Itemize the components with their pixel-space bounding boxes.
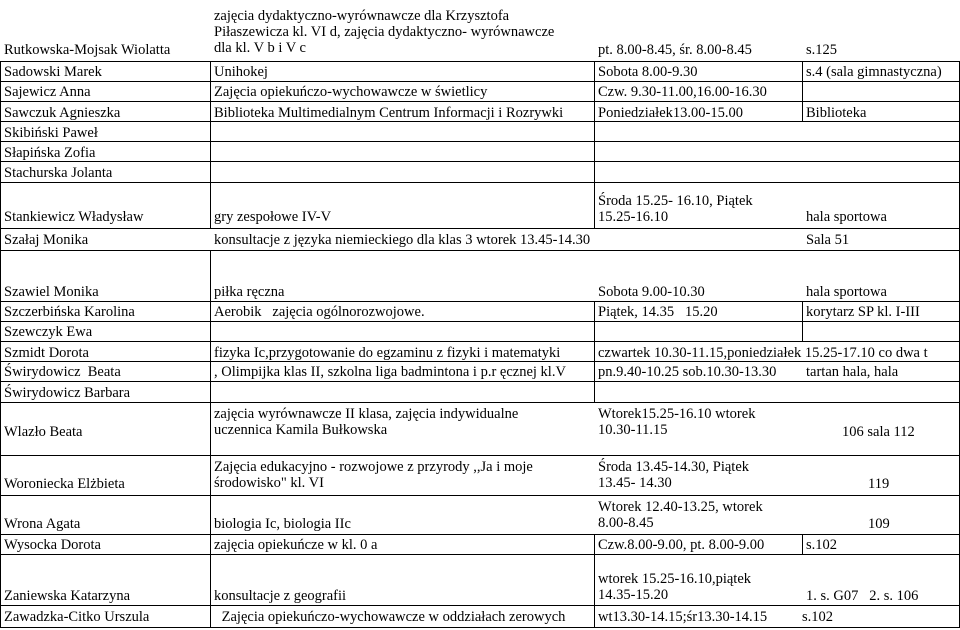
time-cell: czwartek 10.30-11.15,poniedziałek 15.25-17.10 co dwa t [598,345,928,361]
row-divider [0,627,960,628]
room-cell: 119 [868,476,890,492]
activity-cell: , Olimpijka klas II, szkolna liga badmintona i p.r ęcznej kl.V [214,364,566,380]
teacher-name: Sawczuk Agnieszka [4,105,121,121]
teacher-name: Sajewicz Anna [4,84,91,100]
time-cell: Środa 13.45-14.30, Piątek 13.45- 14.30 [598,459,750,491]
row-divider [0,61,960,62]
time-cell: wt13.30-14.15;śr13.30-14.15 [598,609,768,625]
teacher-name: Wysocka Dorota [4,537,101,553]
row-divider [0,301,960,302]
teacher-name: Woroniecka Elżbieta [4,476,125,492]
activity-cell: zajęcia wyrównawcze II klasa, zajęcia indywidualne uczennica Kamila Bułkowska [214,406,519,438]
time-cell: Środa 15.25- 16.10, Piątek 15.25-16.10 [598,193,753,225]
teacher-name: Świrydowicz Barbara [4,385,131,401]
activity-cell: biologia Ic, biologia IIc [214,516,351,532]
activity-cell: konsultacje z języka niemieckiego dla klas 3 wtorek 13.45-14.30 [214,232,591,248]
column-divider [0,61,1,627]
activity-cell: konsultacje z geografii [214,588,347,604]
teacher-name: Słapińska Zofia [4,145,96,161]
teacher-name: Szewczyk Ewa [4,324,93,340]
column-divider [802,61,803,121]
room-cell: s.102 [806,537,838,553]
teacher-name: Szawiel Monika [4,284,99,300]
row-divider [0,495,960,496]
teacher-name: Rutkowska-Mojsak Wiolatta [4,42,171,58]
activity-cell: Unihokej [214,64,268,80]
column-divider [802,534,803,554]
teacher-name: Wrona Agata [4,516,81,532]
row-divider [0,455,960,456]
row-divider [0,161,960,162]
time-cell: Sobota 9.00-10.30 [598,284,705,300]
activity-cell: Aerobik zajęcia ogólnorozwojowe. [214,304,425,320]
time-cell: Wtorek15.25-16.10 wtorek 10.30-11.15 [598,406,756,438]
activity-cell: zajęcia dydaktyczno-wyrównawcze dla Krzysztofa Piłaszewicza kl. VI d, zajęcia dydaktyczno- wyrównawcze dla kl. V b i V c [214,8,555,56]
row-divider [0,554,960,555]
row-divider [0,402,960,403]
row-divider [0,182,960,183]
teacher-name: Szmidt Dorota [4,345,89,361]
teacher-name: Świrydowicz Beata [4,364,121,380]
row-divider [0,381,960,382]
column-divider [210,61,211,228]
activity-cell: Zajęcia opiekuńczo-wychowawcze w świetlicy [214,84,488,100]
teacher-name: Szałaj Monika [4,232,89,248]
row-divider [0,81,960,82]
row-divider [0,121,960,122]
row-divider [0,361,960,362]
teacher-name: Sadowski Marek [4,64,102,80]
time-cell: Piątek, 14.35 15.20 [598,304,718,320]
row-divider [0,250,960,251]
teacher-name: Szczerbińska Karolina [4,304,135,320]
time-cell: pn.9.40-10.25 sob.10.30-13.30 [598,364,777,380]
column-divider [210,250,211,627]
row-divider [0,228,960,229]
activity-cell: Zajęcia edukacyjno - rozwojowe z przyrody ,,Ja i moje środowisko" kl. VI [214,459,533,491]
row-divider [0,141,960,142]
room-cell: s.125 [806,42,838,58]
activity-cell: Biblioteka Multimedialnym Centrum Informacji i Rozrywki [214,105,564,121]
activity-cell: Zajęcia opiekuńczo-wychowawcze w oddziałach zerowych [218,609,566,625]
time-cell: pt. 8.00-8.45, śr. 8.00-8.45 [598,42,752,58]
column-divider [802,301,803,341]
room-cell: hala sportowa [806,209,887,225]
teacher-name: Zawadzka-Citko Urszula [4,609,150,625]
teacher-name: Stankiewicz Władysław [4,209,144,225]
room-cell: s.102 [802,609,834,625]
row-divider [0,321,960,322]
room-cell: 1. s. G07 2. s. 106 [806,588,919,604]
room-cell: korytarz SP kl. I-III [806,304,920,320]
room-cell: s.4 (sala gimnastyczna) [806,64,942,80]
activity-cell: gry zespołowe IV-V [214,209,332,225]
room-cell: Sala 51 [806,232,850,248]
time-cell: Czw. 9.30-11.00,16.00-16.30 [598,84,767,100]
activity-cell: zajęcia opiekuńcze w kl. 0 a [214,537,378,553]
activity-cell: fizyka Ic,przygotowanie do egzaminu z fizyki i matematyki [214,345,561,361]
row-divider [0,605,960,606]
time-cell: Poniedziałek13.00-15.00 [598,105,743,121]
room-cell: hala sportowa [806,284,887,300]
room-cell: tartan hala, hala [806,364,899,380]
time-cell: Czw.8.00-9.00, pt. 8.00-9.00 [598,537,765,553]
activity-cell: piłka ręczna [214,284,285,300]
column-divider [594,301,595,402]
teacher-name: Zaniewska Katarzyna [4,588,131,604]
row-divider [0,341,960,342]
room-cell: 106 sala 112 [842,424,915,440]
teacher-name: Skibiński Paweł [4,125,98,141]
room-cell: 109 [868,516,890,532]
time-cell: wtorek 15.25-16.10,piątek 14.35-15.20 [598,571,752,603]
column-divider [594,534,595,627]
teacher-name: Wlazło Beata [4,424,83,440]
time-cell: Wtorek 12.40-13.25, wtorek 8.00-8.45 [598,499,763,531]
row-divider [0,101,960,102]
column-divider [594,61,595,228]
row-divider [0,534,960,535]
teacher-name: Stachurska Jolanta [4,165,113,181]
time-cell: Sobota 8.00-9.30 [598,64,698,80]
room-cell: Biblioteka [806,105,867,121]
